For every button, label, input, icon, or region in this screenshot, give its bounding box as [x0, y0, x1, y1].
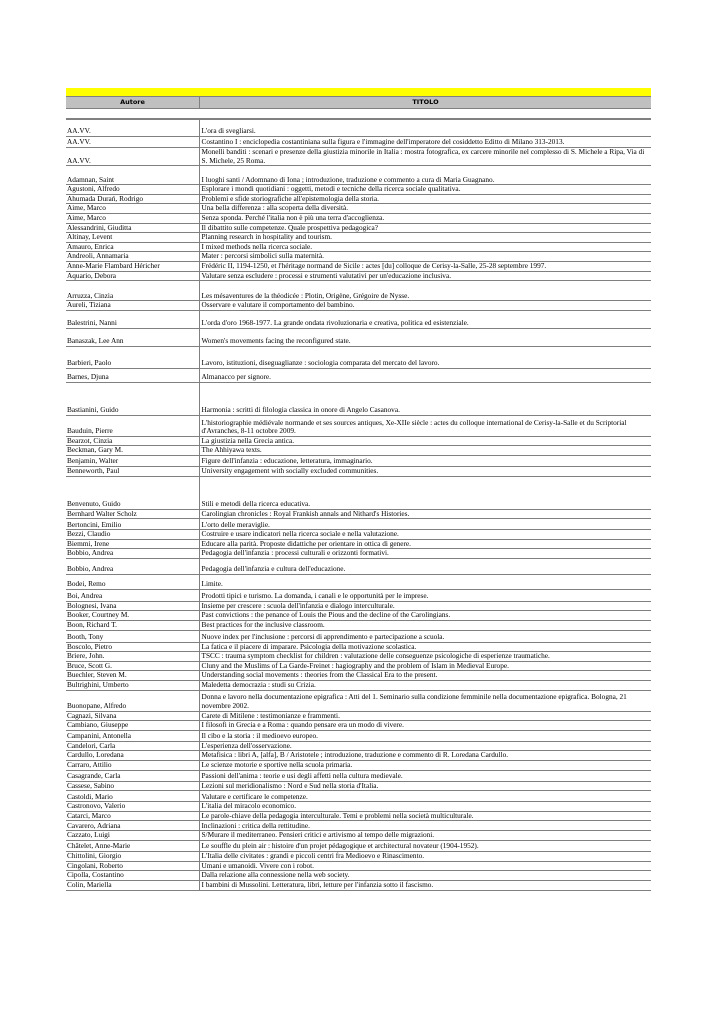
- author-cell: Amauro, Enrica: [66, 242, 199, 252]
- author-cell: Bodei, Remo: [66, 574, 199, 589]
- author-cell: Buechler, Steven M.: [66, 671, 199, 681]
- author-cell: Alessandrini, Giuditta: [66, 223, 199, 233]
- table-row: [66, 252, 651, 262]
- title-cell: L'Italia delle civitates : grandi e piccoli centri fra Medioevo e Rinascimento.: [199, 851, 651, 861]
- author-cell: Benjamin, Walter: [66, 455, 199, 466]
- table-row: [66, 821, 651, 831]
- title-cell: Lavoro, istituzioni, diseguaglianze : sociologia comparata del mercato del lavoro.: [199, 346, 651, 368]
- author-cell: Castoldi, Mario: [66, 791, 199, 802]
- table-row: [66, 861, 651, 871]
- title-cell: Prodotti tipici e turismo. La domanda, i canali e le opportunità per le imprese.: [199, 589, 651, 601]
- author-cell: AA.VV.: [66, 148, 199, 166]
- table-row: [66, 589, 651, 601]
- title-cell: Il cibo e la storia : il medioevo europeo.: [199, 730, 651, 741]
- author-cell: Aquario, Debora: [66, 271, 199, 281]
- title-cell: Almanacco per signore.: [199, 368, 651, 382]
- title-cell: Past convictions : the penance of Louis the Pious and the decline of the Carolingians.: [199, 611, 651, 621]
- author-cell: Cagnazi, Silvana: [66, 711, 199, 721]
- author-cell: Aime, Marco: [66, 213, 199, 223]
- table-row: [66, 509, 651, 519]
- author-cell: Barbieri, Paolo: [66, 346, 199, 368]
- title-cell: Donna e lavoro nella documentazione epigrafica : Atti del 1. Seminario sulla condizione femminile nella documentazione epigrafica. Bologna, 21 novembre 2002.: [199, 690, 651, 711]
- author-cell: Cambiano, Giuseppe: [66, 721, 199, 731]
- title-cell: Osservare e valutare il comportamento del bambino.: [199, 301, 651, 311]
- title-cell: Metafisica : libri A, [alfa], B / Aristotele ; introduzione, traduzione e commento di R. Loredana Cardullo.: [199, 751, 651, 761]
- author-cell: Bolognesi, Ivana: [66, 601, 199, 611]
- title-cell: Women's movements facing the reconfigured state.: [199, 328, 651, 346]
- table-row: [66, 346, 651, 368]
- title-cell: Umani e umanoidi. Vivere con i robot.: [199, 861, 651, 871]
- table-row: [66, 652, 651, 662]
- title-cell: Esplorare i mondi quotidiani : oggetti, metodi e tecniche della ricerca sociale qualitativa.: [199, 185, 651, 195]
- table-row: [66, 368, 651, 382]
- title-cell: I luoghi santi / Adomnano di Iona ; introduzione, traduzione e commento a cura di Maria Guagnano.: [199, 166, 651, 185]
- author-cell: Boon, Richard T.: [66, 621, 199, 631]
- title-cell: La fatica e il piacere di imparare. Psicologia della motivazione scolastica.: [199, 642, 651, 652]
- title-cell: Carolingian chronicles : Royal Frankish annals and Nithard's Histories.: [199, 509, 651, 519]
- table-row: [66, 415, 651, 436]
- title-cell: L'italia del miracolo economico.: [199, 802, 651, 812]
- yellow-band: [66, 88, 651, 96]
- author-cell: Andreoli, Annamaria: [66, 252, 199, 262]
- author-cell: Banaszak, Lee Ann: [66, 328, 199, 346]
- table-row: [66, 213, 651, 223]
- table-row: [66, 261, 651, 271]
- author-cell: Agustoni, Alfredo: [66, 185, 199, 195]
- title-cell: Costruire e usare indicatori nella ricerca sociale e nella valutazione.: [199, 530, 651, 540]
- title-cell: Lezioni sul meridionalismo : Nord e Sud nella storia d'Italia.: [199, 781, 651, 791]
- title-cell: Costantino I : enciclopedia costantiniana sulla figura e l'immagine dell'imperatore del cosiddetto Editto di Milano 313-2013.: [199, 137, 651, 148]
- table-row: [66, 120, 651, 137]
- title-cell: Le parole-chiave della pedagogia interculturale. Temi e problemi nella società multiculturale.: [199, 811, 651, 821]
- author-cell: Carraro, Attilio: [66, 761, 199, 771]
- table-row: [66, 642, 651, 652]
- title-cell: Monelli banditi : scenari e presenze della giustizia minorile in Italia : mostra fotografica, ex carcere minorile nel complesso di S. Michele a Ripa, Via di S. Michele, 25 Roma.: [199, 148, 651, 166]
- title-cell: L'ora di svegliarsi.: [199, 120, 651, 137]
- table-row: [66, 281, 651, 301]
- author-cell: Catarci, Marco: [66, 811, 199, 821]
- table-row: [66, 721, 651, 731]
- table-row: [66, 530, 651, 540]
- author-cell: Bultrighini, Umberto: [66, 681, 199, 691]
- table-row: [66, 761, 651, 771]
- table-row: [66, 781, 651, 791]
- table-row: [66, 446, 651, 456]
- title-cell: Planning research in hospitality and tourism.: [199, 233, 651, 243]
- table-row: [66, 730, 651, 741]
- author-cell: Bearzot, Cinzia: [66, 436, 199, 446]
- book-table-body: [66, 120, 651, 891]
- title-cell: Le scienze motorie e sportive nella scuola primaria.: [199, 761, 651, 771]
- table-row: [66, 741, 651, 751]
- table-row: [66, 455, 651, 466]
- title-cell: Pedagogia dell'infanzia e cultura dell'educazione.: [199, 558, 651, 574]
- title-cell: Les mésaventures de la théodicée : Plotin, Origène, Grégoire de Nysse.: [199, 281, 651, 301]
- table-row: [66, 242, 651, 252]
- table-row: [66, 328, 651, 346]
- table-row: [66, 476, 651, 509]
- table-row: [66, 690, 651, 711]
- title-column-header: TITOLO: [412, 98, 439, 106]
- author-cell: Bobbio, Andrea: [66, 558, 199, 574]
- table-row: [66, 223, 651, 233]
- author-cell: Aureli, Tiziana: [66, 301, 199, 311]
- author-cell: Briere, John.: [66, 652, 199, 662]
- title-cell: Valutare senza escludere : processi e strumenti valutativi per un'educazione inclusiva.: [199, 271, 651, 281]
- author-cell: Adamnan, Saint: [66, 166, 199, 185]
- author-cell: Bruce, Scott G.: [66, 661, 199, 671]
- title-cell: L'historiographie médiévale normande et ses sources antiques, Xe-XIIe siècle : actes du colloque international de Cerisy-la-Salle et du Scriptorial d'Avranches, 8-11 octobre 2009.: [199, 415, 651, 436]
- table-row: [66, 601, 651, 611]
- table-row: [66, 194, 651, 204]
- title-cell: Carete di Mitilene : testimonianze e frammenti.: [199, 711, 651, 721]
- blank-row: [66, 109, 651, 119]
- table-row: [66, 558, 651, 574]
- title-cell: Senza sponda. Perché l'italia non è più una terra d'accoglienza.: [199, 213, 651, 223]
- title-cell: University engagement with socially excluded communities.: [199, 466, 651, 476]
- spreadsheet: [66, 88, 651, 891]
- author-cell: Cingolani, Roberto: [66, 861, 199, 871]
- author-cell: Aime, Marco: [66, 204, 199, 214]
- title-cell: Nuove index per l'inclusione : percorsi di apprendimento e partecipazione a scuola.: [199, 630, 651, 642]
- author-cell: AA.VV.: [66, 137, 199, 148]
- table-row: [66, 611, 651, 621]
- table-row: [66, 466, 651, 476]
- title-cell: TSCC : trauma symptom checklist for children : valutazione delle conseguenze psicologiche di esperienze traumatiche.: [199, 652, 651, 662]
- title-cell: Insieme per crescere : scuola dell'infanzia e dialogo interculturale.: [199, 601, 651, 611]
- author-cell: Barnes, Djuna: [66, 368, 199, 382]
- author-column-header: Autore: [66, 97, 200, 108]
- title-cell: Valutare e certificare le competenze.: [199, 791, 651, 802]
- title-cell: Figure dell'infanzia : educazione, letteratura, immaginario.: [199, 455, 651, 466]
- author-cell: Cazzato, Luigi: [66, 831, 199, 841]
- title-cell: Limite.: [199, 574, 651, 589]
- title-cell: I bambini di Mussolini. Letteratura, libri, letture per l'infanzia sotto il fascismo.: [199, 880, 651, 890]
- author-cell: Colin, Mariella: [66, 880, 199, 890]
- title-cell: Educare alla parità. Proposte didattiche per orientare in ottica di genere.: [199, 539, 651, 549]
- table-row: [66, 185, 651, 195]
- table-row: [66, 519, 651, 530]
- author-cell: Ahumada Durań, Rodrigo: [66, 194, 199, 204]
- table-row: [66, 137, 651, 148]
- title-cell: L'orda d'oro 1968-1977. La grande ondata rivoluzionaria e creativa, politica ed esistenziale.: [199, 310, 651, 328]
- title-cell: The Ahhiyawa texts.: [199, 446, 651, 456]
- header-row: [66, 96, 651, 109]
- author-cell: Boscolo, Pietro: [66, 642, 199, 652]
- table-row: [66, 751, 651, 761]
- author-cell: Benneworth, Paul: [66, 466, 199, 476]
- title-cell: Dalla relazione alla connessione nella web society.: [199, 871, 651, 881]
- table-row: [66, 711, 651, 721]
- table-row: [66, 549, 651, 559]
- title-cell: Inclinazioni : critica della rettitudine.: [199, 821, 651, 831]
- author-cell: Bertoncini, Emilio: [66, 519, 199, 530]
- author-cell: Anne-Marie Flambard Héricher: [66, 261, 199, 271]
- table-row: [66, 880, 651, 890]
- author-cell: Candelori, Carla: [66, 741, 199, 751]
- table-row: [66, 574, 651, 589]
- author-cell: Biemmi, Irene: [66, 539, 199, 549]
- table-row: [66, 791, 651, 802]
- author-cell: Cavarero, Adriana: [66, 821, 199, 831]
- title-cell: Passioni dell'anima : teorie e usi degli affetti nella cultura medievale.: [199, 770, 651, 781]
- author-cell: Benvenuto, Guido: [66, 476, 199, 509]
- author-cell: Beckman, Gary M.: [66, 446, 199, 456]
- table-row: [66, 166, 651, 185]
- author-cell: Castronovo, Valerio: [66, 802, 199, 812]
- title-cell: Stili e metodi della ricerca educativa.: [199, 476, 651, 509]
- title-cell: Mater : percorsi simbolici sulla maternità.: [199, 252, 651, 262]
- table-row: [66, 630, 651, 642]
- title-cell: L'orto delle meraviglie.: [199, 519, 651, 530]
- author-cell: Bauduin, Pierre: [66, 415, 199, 436]
- table-row: [66, 770, 651, 781]
- title-cell: Una bella differenza : alla scoperta della diversità.: [199, 204, 651, 214]
- title-cell: S/Murare il mediterraneo. Pensieri critici e artivismo al tempo delle migrazioni.: [199, 831, 651, 841]
- author-cell: Bezzi, Claudio: [66, 530, 199, 540]
- title-cell: Frédéric II, 1194-1250, et l'héritage normand de Sicile : actes [du] colloque de Cerisy-la-Salle, 25-28 septembre 1997.: [199, 261, 651, 271]
- author-cell: Booth, Tony: [66, 630, 199, 642]
- author-cell: Booker, Courtney M.: [66, 611, 199, 621]
- title-cell: Pedagogia dell'infanzia : processi culturali e orizzonti formativi.: [199, 549, 651, 559]
- author-cell: Bobbio, Andrea: [66, 549, 199, 559]
- table-row: [66, 851, 651, 861]
- table-row: [66, 871, 651, 881]
- author-cell: Cardullo, Loredana: [66, 751, 199, 761]
- author-cell: Campanini, Antonella: [66, 730, 199, 741]
- table-row: [66, 148, 651, 166]
- author-cell: Arruzza, Cinzia: [66, 281, 199, 301]
- author-cell: AA.VV.: [66, 120, 199, 137]
- table-row: [66, 382, 651, 415]
- table-row: [66, 301, 651, 311]
- author-cell: Altinay, Levent: [66, 233, 199, 243]
- title-cell: Maledetta democrazia : studi su Crizia.: [199, 681, 651, 691]
- author-cell: Boi, Andrea: [66, 589, 199, 601]
- book-table: [66, 119, 651, 891]
- title-cell: I mixed methods nella ricerca sociale.: [199, 242, 651, 252]
- author-cell: Buonopane, Alfredo: [66, 690, 199, 711]
- title-cell: Il dibattito sulle competenze. Quale prospettiva pedagogica?: [199, 223, 651, 233]
- author-cell: Chittolini, Giorgio: [66, 851, 199, 861]
- table-row: [66, 436, 651, 446]
- table-row: [66, 811, 651, 821]
- table-row: [66, 671, 651, 681]
- table-row: [66, 621, 651, 631]
- table-row: [66, 681, 651, 691]
- title-cell: Le souffle du plein air : histoire d'un projet pédagogique et architectural novateur (1904-1952).: [199, 840, 651, 851]
- title-cell: Cluny and the Muslims of La Garde-Freinet : hagiography and the problem of Islam in Medieval Europe.: [199, 661, 651, 671]
- table-row: [66, 840, 651, 851]
- title-cell: Understanding social movements : theories from the Classical Era to the present.: [199, 671, 651, 681]
- author-cell: Casagrande, Carla: [66, 770, 199, 781]
- table-row: [66, 539, 651, 549]
- title-cell: Harmonia : scritti di filologia classica in onore di Angelo Casanova.: [199, 382, 651, 415]
- author-cell: Bastianini, Guido: [66, 382, 199, 415]
- table-row: [66, 204, 651, 214]
- table-row: [66, 271, 651, 281]
- table-row: [66, 233, 651, 243]
- table-row: [66, 310, 651, 328]
- author-cell: Balestrini, Nanni: [66, 310, 199, 328]
- author-cell: Bernhard Walter Scholz: [66, 509, 199, 519]
- title-cell: Problemi e sfide storiografiche all'epistemologia della storia.: [199, 194, 651, 204]
- author-cell: Cipolla, Costantino: [66, 871, 199, 881]
- table-row: [66, 802, 651, 812]
- title-cell: La giustizia nella Grecia antica.: [199, 436, 651, 446]
- title-cell: Best practices for the inclusive classroom.: [199, 621, 651, 631]
- title-cell: I filosofi in Grecia e a Roma : quando pensare era un modo di vivere.: [199, 721, 651, 731]
- table-row: [66, 831, 651, 841]
- table-row: [66, 661, 651, 671]
- title-cell: L'esperienza dell'osservazione.: [199, 741, 651, 751]
- author-cell: Châtelet, Anne-Marie: [66, 840, 199, 851]
- author-cell: Cassese, Sabino: [66, 781, 199, 791]
